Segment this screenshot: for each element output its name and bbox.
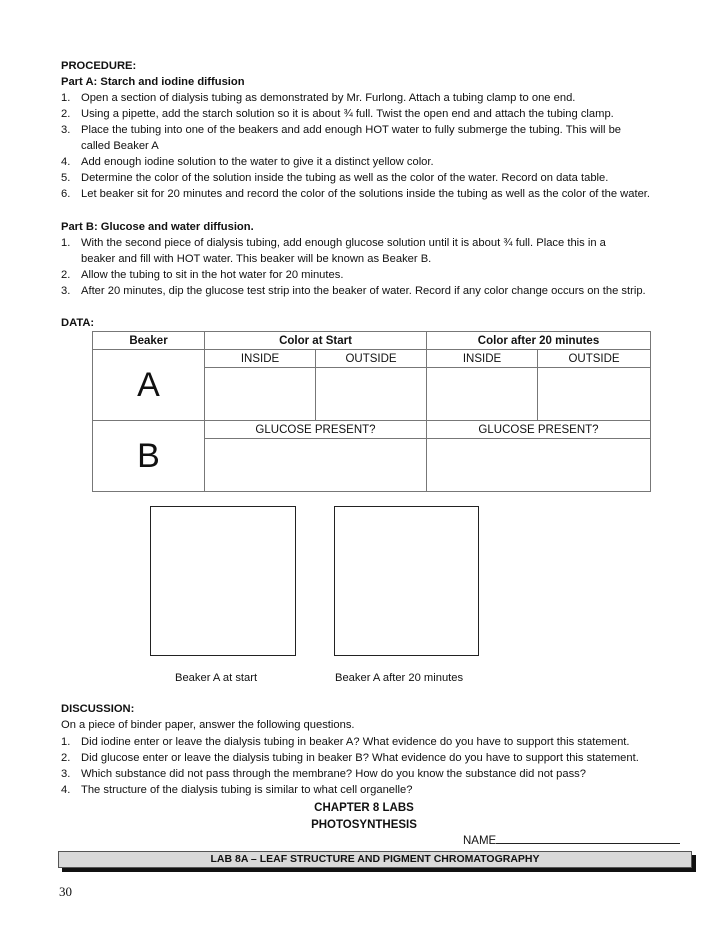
page-number: 30 xyxy=(59,884,72,899)
step-number: 2. xyxy=(61,108,71,120)
step-text: With the second piece of dialysis tubing, add enough glucose solution until it is about ¾ full. Place this in a xyxy=(81,237,606,249)
part-b-title: Part B: Glucose and water diffusion. xyxy=(61,221,254,233)
step-number: 1. xyxy=(61,92,71,104)
part-a-title: Part A: Starch and iodine diffusion xyxy=(61,76,245,88)
question-text: Which substance did not pass through the membrane? How do you know the substance did not pass? xyxy=(81,768,586,780)
question-text: The structure of the dialysis tubing is similar to what cell organelle? xyxy=(81,784,413,796)
header-color-after: Color after 20 minutes xyxy=(427,332,651,350)
question-number: 4. xyxy=(61,784,71,796)
step-number: 6. xyxy=(61,188,71,200)
caption-beaker-a-after: Beaker A after 20 minutes xyxy=(335,672,464,684)
lab-banner: LAB 8A – LEAF STRUCTURE AND PIGMENT CHROMATOGRAPHY xyxy=(58,851,692,868)
step-text: After 20 minutes, dip the glucose test strip into the beaker of water. Record if any color change occurs on the strip. xyxy=(81,285,646,297)
subheader-inside: INSIDE xyxy=(205,350,316,368)
step-number: 5. xyxy=(61,172,71,184)
data-heading: DATA: xyxy=(61,317,95,329)
drawing-box-beaker-a-start[interactable] xyxy=(150,506,296,656)
row-label-b: B xyxy=(93,421,205,492)
drawing-box-beaker-a-after[interactable] xyxy=(334,506,479,656)
cell-a-after-inside[interactable] xyxy=(427,368,538,421)
step-number: 3. xyxy=(61,124,71,136)
subheader-glucose-present: GLUCOSE PRESENT? xyxy=(427,421,651,439)
step-number: 2. xyxy=(61,269,71,281)
procedure-heading: PROCEDURE: xyxy=(61,60,137,72)
cell-a-start-inside[interactable] xyxy=(205,368,316,421)
step-text: Place the tubing into one of the beakers and add enough HOT water to fully submerge the tubing. This will be xyxy=(81,124,622,136)
step-text: Using a pipette, add the starch solution so it is about ¾ full. Twist the open end and attach the tubing clamp. xyxy=(81,108,614,120)
step-text-continued: called Beaker A xyxy=(81,140,159,152)
subheader-inside: INSIDE xyxy=(427,350,538,368)
step-text: Allow the tubing to sit in the hot water for 20 minutes. xyxy=(81,269,344,281)
step-number: 1. xyxy=(61,237,71,249)
cell-b-start-glucose[interactable] xyxy=(205,439,427,492)
step-number: 4. xyxy=(61,156,71,168)
name-blank-line[interactable] xyxy=(496,832,680,844)
step-number: 3. xyxy=(61,285,71,297)
subheader-outside: OUTSIDE xyxy=(316,350,427,368)
discussion-heading: DISCUSSION: xyxy=(61,703,135,715)
cell-a-after-outside[interactable] xyxy=(538,368,651,421)
question-number: 1. xyxy=(61,736,71,748)
step-text: Open a section of dialysis tubing as demonstrated by Mr. Furlong. Attach a tubing clamp to one end. xyxy=(81,92,576,104)
caption-beaker-a-start: Beaker A at start xyxy=(175,672,258,684)
step-text: Determine the color of the solution inside the tubing as well as the color of the water. Record on data table. xyxy=(81,172,609,184)
data-table xyxy=(92,331,651,492)
question-text: Did glucose enter or leave the dialysis tubing in beaker B? What evidence do you have to support this statement. xyxy=(81,752,639,764)
cell-a-start-outside[interactable] xyxy=(316,368,427,421)
name-label: NAME xyxy=(463,835,497,847)
step-text: Add enough iodine solution to the water to give it a distinct yellow color. xyxy=(81,156,434,168)
step-text: Let beaker sit for 20 minutes and record the color of the solutions inside the tubing as well as the color of the water. xyxy=(81,188,651,200)
row-label-a: A xyxy=(93,350,205,421)
subheader-outside: OUTSIDE xyxy=(538,350,651,368)
header-color-at-start: Color at Start xyxy=(205,332,427,350)
name-field xyxy=(463,832,680,849)
subheader-glucose-present: GLUCOSE PRESENT? xyxy=(205,421,427,439)
question-text: Did iodine enter or leave the dialysis tubing in beaker A? What evidence do you have to support this statement. xyxy=(81,736,630,748)
discussion-intro: On a piece of binder paper, answer the following questions. xyxy=(61,719,355,731)
question-number: 3. xyxy=(61,768,71,780)
step-text-continued: beaker and fill with HOT water. This beaker will be known as Beaker B. xyxy=(81,253,432,265)
question-number: 2. xyxy=(61,752,71,764)
chapter-subtitle: PHOTOSYNTHESIS xyxy=(311,819,417,831)
header-beaker: Beaker xyxy=(93,332,205,350)
chapter-title: CHAPTER 8 LABS xyxy=(314,802,414,814)
cell-b-after-glucose[interactable] xyxy=(427,439,651,492)
